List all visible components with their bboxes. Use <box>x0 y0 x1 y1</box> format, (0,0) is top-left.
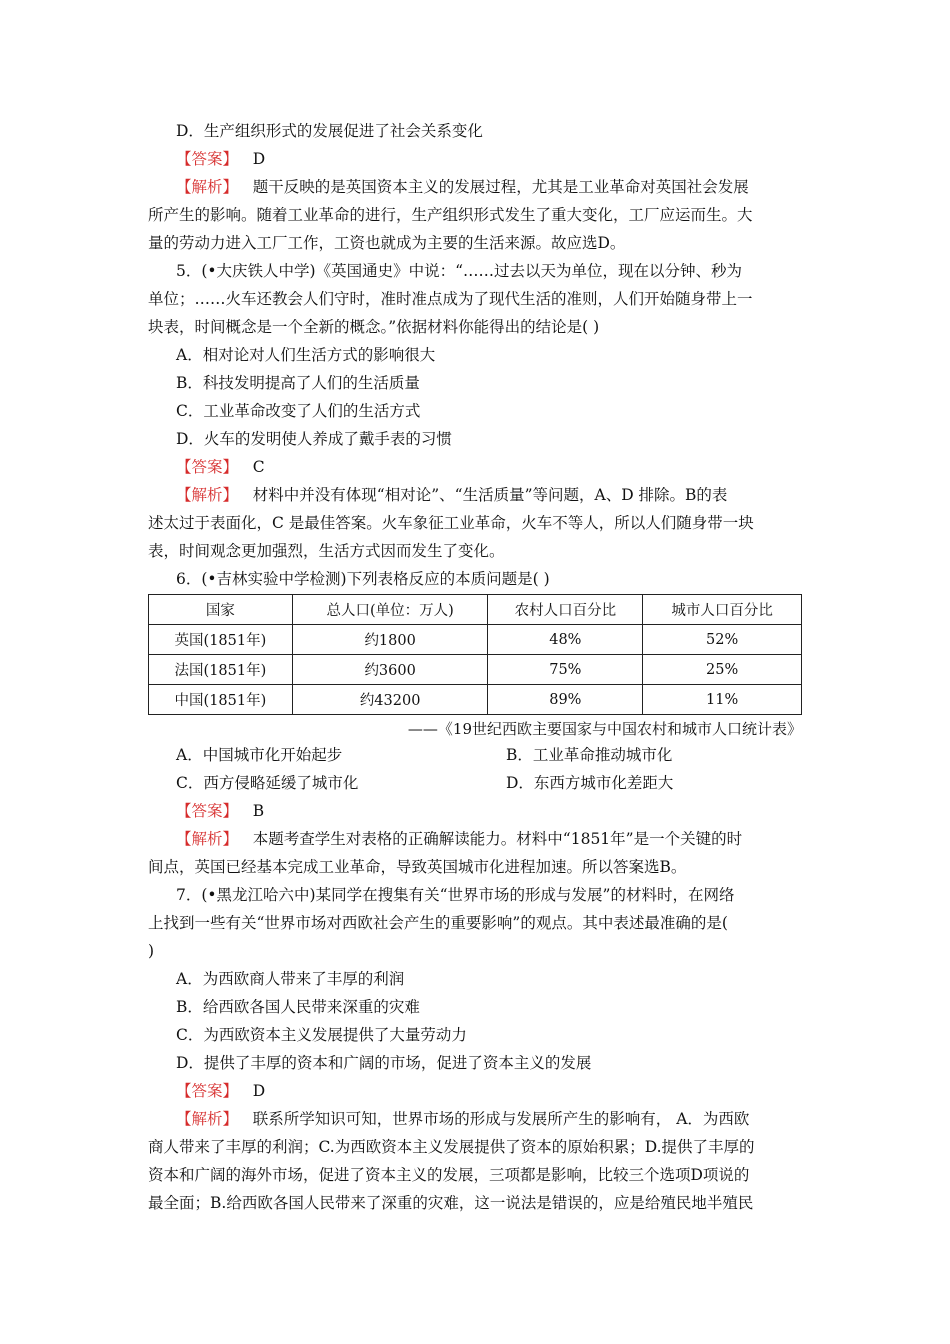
q6-analysis-line: 【解析】 本题考查学生对表格的正确解读能力。材料中“1851年”是一个关键的时 <box>176 830 743 848</box>
analysis-tag: 【解析】 <box>176 1110 239 1128</box>
answer-tag: 【答案】 <box>176 1082 239 1100</box>
q7-option-c: C．为西欧资本主义发展提供了大量劳动力 <box>176 1026 467 1044</box>
table-cell: 89% <box>488 685 643 715</box>
q4-analysis-line: 所产生的影响。随着工业革命的进行，生产组织形式发生了重大变化，工厂应运而生。大 <box>148 206 753 224</box>
q6-options-row <box>176 745 836 765</box>
q7-stem-line: 7．(•黑龙江哈六中)某同学在搜集有关“世界市场的形成与发展”的材料时，在网络 <box>176 886 735 904</box>
table-cell: 中国(1851年) <box>149 685 293 715</box>
q4-analysis-line: 【解析】 题干反映的是英国资本主义的发展过程，尤其是工业革命对英国社会发展 <box>176 178 749 196</box>
table-cell: 英国(1851年) <box>149 625 293 655</box>
population-table <box>148 594 802 715</box>
answer-tag: 【答案】 <box>176 150 239 168</box>
answer-tag: 【答案】 <box>176 802 239 820</box>
q5-option-c: C．工业革命改变了人们的生活方式 <box>176 402 421 420</box>
table-cell: 52% <box>643 625 802 655</box>
q6-stem: 6．(•吉林实验中学检测)下列表格反应的本质问题是( ) <box>176 570 550 588</box>
q6-option-d: D．东西方城市化差距大 <box>506 774 674 792</box>
table-row <box>149 655 802 685</box>
q6-option-a: A．中国城市化开始起步 <box>176 746 343 764</box>
q6-options-row <box>176 773 836 793</box>
q6-option-c: C．西方侵略延缓了城市化 <box>176 774 359 792</box>
table-cell: 75% <box>488 655 643 685</box>
q6-answer <box>176 801 836 821</box>
table-cell: 约1800 <box>292 625 488 655</box>
table-header: 总人口(单位：万人) <box>292 595 488 625</box>
q5-analysis-line: 述太过于表面化，C 是最佳答案。火车象征工业革命，火车不等人，所以人们随身带一块 <box>148 514 754 532</box>
q5-answer <box>176 457 836 477</box>
table-cell: 48% <box>488 625 643 655</box>
table-header: 农村人口百分比 <box>488 595 643 625</box>
answer-value: D <box>252 1082 266 1100</box>
analysis-tag: 【解析】 <box>176 486 239 504</box>
analysis-tag: 【解析】 <box>176 830 239 848</box>
table-cell: 约43200 <box>292 685 488 715</box>
answer-value: C <box>252 458 265 476</box>
table-cell: 11% <box>643 685 802 715</box>
q7-analysis-line: 商人带来了丰厚的利润；C.为西欧资本主义发展提供了资本的原始积累；D.提供了丰厚的 <box>148 1138 755 1156</box>
q4-option-d: D．生产组织形式的发展促进了社会关系变化 <box>176 122 483 140</box>
q4-analysis-line: 量的劳动力进入工厂工作，工资也就成为主要的生活来源。故应选D。 <box>148 234 626 252</box>
table-cell: 法国(1851年) <box>149 655 293 685</box>
q7-option-a: A．为西欧商人带来了丰厚的利润 <box>176 970 405 988</box>
table-cell: 约3600 <box>292 655 488 685</box>
analysis-tag: 【解析】 <box>176 178 239 196</box>
table-cell: 25% <box>643 655 802 685</box>
table-row <box>149 625 802 655</box>
table-header: 城市人口百分比 <box>643 595 802 625</box>
q5-option-d: D．火车的发明使人养成了戴手表的习惯 <box>176 430 452 448</box>
q5-option-b: B．科技发明提高了人们的生活质量 <box>176 374 420 392</box>
table-row <box>149 685 802 715</box>
q7-answer <box>176 1081 836 1101</box>
q5-analysis-line: 表，时间观念更加强烈，生活方式因而发生了变化。 <box>148 542 505 560</box>
table-header-row <box>149 595 802 625</box>
q4-answer <box>176 149 836 169</box>
q7-stem-line: ) <box>148 942 155 960</box>
q7-analysis-line: 资本和广阔的海外市场，促进了资本主义的发展，三项都是影响，比较三个选项D项说的 <box>148 1166 750 1184</box>
table-caption: ——《19世纪西欧主要国家与中国农村和城市人口统计表》 <box>407 720 802 738</box>
q7-option-d: D．提供了丰厚的资本和广阔的市场，促进了资本主义的发展 <box>176 1054 592 1072</box>
q7-option-b: B．给西欧各国人民带来深重的灾难 <box>176 998 420 1016</box>
q5-stem-line: 单位；……火车还教会人们守时，准时准点成为了现代生活的准则，人们开始随身带上一 <box>148 290 753 308</box>
answer-value: B <box>252 802 265 820</box>
table-header: 国家 <box>149 595 293 625</box>
q7-stem-line: 上找到一些有关“世界市场对西欧社会产生的重要影响”的观点。其中表述最准确的是( <box>148 914 728 932</box>
q5-stem-line: 块表，时间概念是一个全新的概念。”依据材料你能得出的结论是( ) <box>148 318 600 336</box>
q6-option-b: B．工业革命推动城市化 <box>506 746 673 764</box>
q7-analysis-line: 【解析】 联系所学知识可知，世界市场的形成与发展所产生的影响有， A．为西欧 <box>176 1110 750 1128</box>
q5-stem-line: 5．(•大庆铁人中学)《英国通史》中说：“……过去以天为单位，现在以分钟、秒为 <box>176 262 743 280</box>
q5-option-a: A．相对论对人们生活方式的影响很大 <box>176 346 436 364</box>
q7-analysis-line: 最全面；B.给西欧各国人民带来了深重的灾难，这一说法是错误的，应是给殖民地半殖民 <box>148 1194 754 1212</box>
answer-tag: 【答案】 <box>176 458 239 476</box>
answer-value: D <box>252 150 266 168</box>
q6-analysis-line: 间点，英国已经基本完成工业革命，导致英国城市化进程加速。所以答案选B。 <box>148 858 687 876</box>
q5-analysis-line: 【解析】 材料中并没有体现“相对论”、“生活质量”等问题，A、D 排除。B的表 <box>176 486 728 504</box>
